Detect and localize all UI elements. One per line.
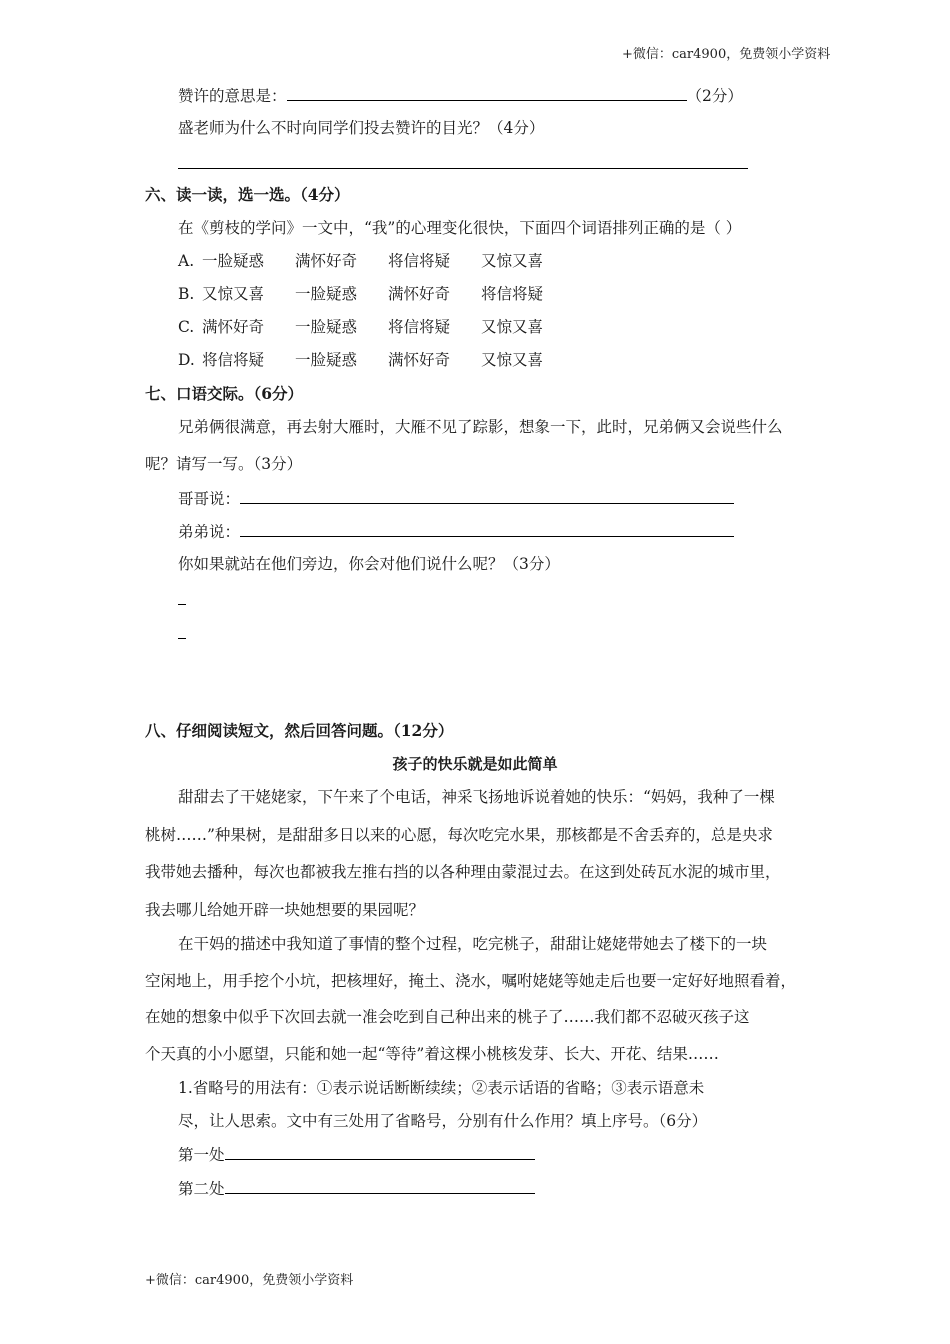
option-word: 满怀好奇 xyxy=(202,318,265,336)
first-place-label: 第一处 xyxy=(178,1146,225,1164)
gege-label: 哥哥说： xyxy=(178,490,241,508)
option-word: 一脸疑惑 xyxy=(295,351,358,369)
section-7-para-line1: 兄弟俩很满意，再去射大雁时，大雁不见了踪影，想象一下，此时，兄弟俩又会说些什么 xyxy=(178,418,783,436)
meaning-score: （2分） xyxy=(686,87,743,105)
meaning-label: 赞许的意思是： xyxy=(178,87,287,105)
option-letter: C. xyxy=(178,318,195,336)
passage-p2-line1: 在干妈的描述中我知道了事情的整个过程，吃完桃子，甜甜让姥姥带她去了楼下的一块 xyxy=(178,935,768,953)
passage-p1-line4: 我去哪儿给她开辟一块她想要的果园呢？ xyxy=(145,901,425,919)
passage-p2-line3: 在她的想象中似乎下次回去就一准会吃到自己种出来的桃子了……我们都不忍破灭孩子这 xyxy=(145,1008,750,1026)
option-b[interactable] xyxy=(178,283,543,305)
second-place-row xyxy=(178,1177,535,1200)
watermark-bottom: +微信：car4900，免费领小学资料 xyxy=(145,1273,354,1288)
option-word: 将信将疑 xyxy=(388,252,451,270)
watermark-top: +微信：car4900，免费领小学资料 xyxy=(622,47,831,62)
didi-answer-blank[interactable] xyxy=(240,520,734,537)
passage-p2-line2: 空闲地上，用手挖个小坑，把核埋好，掩土、浇水，嘱咐姥姥等她走后也要一定好好地照看着， xyxy=(145,972,797,990)
option-word: 又惊又喜 xyxy=(202,285,265,303)
option-word: 将信将疑 xyxy=(388,318,451,336)
option-c[interactable] xyxy=(178,316,543,338)
second-place-label: 第二处 xyxy=(178,1180,225,1198)
option-word: 又惊又喜 xyxy=(481,318,544,336)
section-6-heading: 六、读一读，选一选。（4分） xyxy=(145,185,350,204)
passage-p1-line2: 桃树……”种果树，是甜甜多日以来的心愿，每次吃完水果，那核都是不舍丢弃的，总是央求 xyxy=(145,826,773,844)
first-place-answer-blank[interactable] xyxy=(225,1143,535,1160)
section-7-para-line2: 呢？请写一写。（3分） xyxy=(145,455,303,473)
gege-row xyxy=(178,487,734,510)
passage-p1-line3: 我带她去播种，每次也都被我左推右挡的以各种理由蒙混过去。在这到处砖瓦水泥的城市里， xyxy=(145,863,781,881)
why-question: 盛老师为什么不时向同学们投去赞许的目光？（4分） xyxy=(178,119,545,137)
option-letter: A. xyxy=(178,252,195,270)
option-a[interactable] xyxy=(178,250,543,272)
option-word: 一脸疑惑 xyxy=(295,285,358,303)
you-answer-line-2[interactable] xyxy=(178,638,186,639)
option-word: 满怀好奇 xyxy=(388,351,451,369)
didi-label: 弟弟说： xyxy=(178,523,241,541)
passage-title: 孩子的快乐就是如此简单 xyxy=(392,755,558,773)
option-word: 满怀好奇 xyxy=(388,285,451,303)
option-word: 满怀好奇 xyxy=(295,252,358,270)
passage-p2-line4: 个天真的小小愿望，只能和她一起“等待”着这棵小桃核发芽、长大、开花、结果…… xyxy=(145,1045,719,1063)
first-place-row xyxy=(178,1143,535,1166)
option-word: 又惊又喜 xyxy=(481,252,544,270)
section-7-heading: 七、口语交际。（6分） xyxy=(145,384,304,403)
didi-row xyxy=(178,520,734,543)
you-answer-line-1[interactable] xyxy=(178,604,186,605)
option-letter: D. xyxy=(178,351,195,369)
section-6-prompt: 在《剪枝的学问》一文中，“我”的心理变化很快，下面四个词语排列正确的是（ ） xyxy=(178,219,742,237)
question-1-line2: 尽，让人思索。文中有三处用了省略号，分别有什么作用？填上序号。（6分） xyxy=(178,1112,708,1130)
meaning-question xyxy=(178,84,743,107)
gege-answer-blank[interactable] xyxy=(240,487,734,504)
passage-p1-line1: 甜甜去了干姥姥家，下午来了个电话，神采飞扬地诉说着她的快乐：“妈妈，我种了一棵 xyxy=(178,788,775,806)
option-word: 将信将疑 xyxy=(481,285,544,303)
meaning-answer-blank[interactable] xyxy=(287,84,687,101)
why-answer-line[interactable] xyxy=(178,168,748,169)
section-8-heading: 八、仔细阅读短文，然后回答问题。（12分） xyxy=(145,721,454,740)
option-word: 一脸疑惑 xyxy=(295,318,358,336)
option-word: 又惊又喜 xyxy=(481,351,544,369)
option-word: 将信将疑 xyxy=(202,351,265,369)
question-1-line1: 1.省略号的用法有：①表示说话断断续续；②表示话语的省略；③表示语意未 xyxy=(178,1079,705,1097)
option-word: 一脸疑惑 xyxy=(202,252,265,270)
option-letter: B. xyxy=(178,285,195,303)
you-question: 你如果就站在他们旁边，你会对他们说什么呢？（3分） xyxy=(178,555,560,573)
second-place-answer-blank[interactable] xyxy=(225,1177,535,1194)
option-d[interactable] xyxy=(178,349,543,371)
